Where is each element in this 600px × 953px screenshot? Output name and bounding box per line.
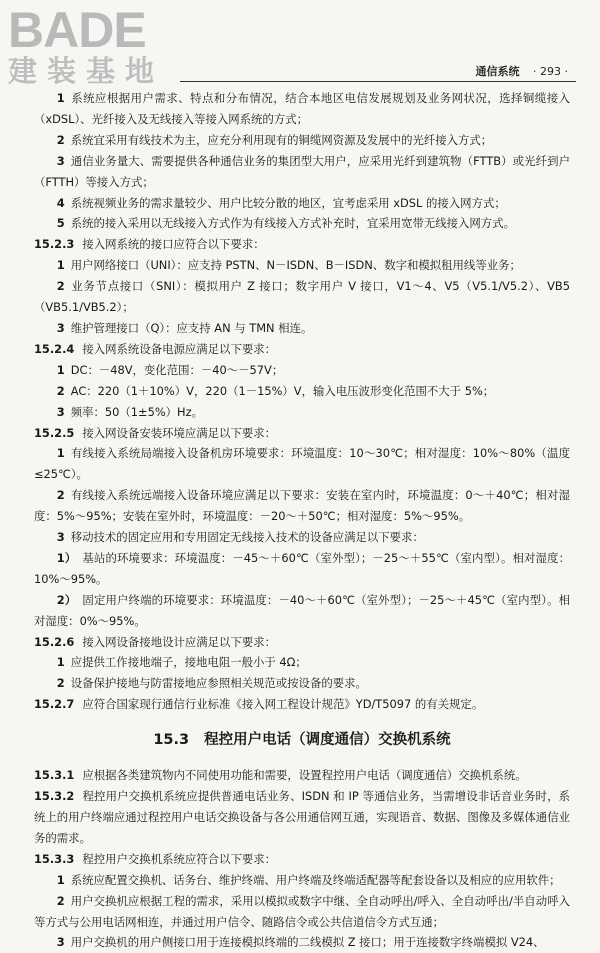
logo-subtitle: 建装基地 bbox=[8, 54, 165, 88]
item-number: 2 bbox=[56, 279, 65, 294]
item-number: 1 bbox=[56, 872, 65, 887]
list-item bbox=[34, 130, 570, 151]
list-item bbox=[34, 590, 570, 632]
section-title-text: 程控用户电话（调度通信）交换机系统 bbox=[204, 732, 451, 749]
paragraph-text: 用户网络接口（UNI）：应支持 PSTN、N－ISDN、B－ISDN、数字和模拟租用线等业务； bbox=[70, 258, 521, 273]
header-title: 通信系统 bbox=[475, 65, 520, 78]
paragraph-text: 通信业务量大、需要提供各种通信业务的集团型大用户，应采用光纤到建筑物（FTTB）或光纤到户（FTTH）等接入方式； bbox=[34, 153, 570, 189]
paragraph-text: 基站的环境要求：环境温度：－45～＋60℃（室外型）；－25～＋55℃（室内型）。相对湿度：10%～95%。 bbox=[34, 550, 570, 586]
paragraph-text: 应符合国家现行通信行业标准《接入网工程设计规范》YD/T5097 的有关规定。 bbox=[82, 697, 484, 712]
item-number: 2 bbox=[56, 132, 65, 147]
paragraph-text: 接入网设备接地设计应满足以下要求： bbox=[82, 634, 277, 649]
clause-number: 15.3.3 bbox=[34, 851, 75, 866]
item-number: 1 bbox=[56, 258, 65, 273]
list-item bbox=[34, 548, 570, 590]
list-item bbox=[34, 527, 570, 548]
page-header bbox=[0, 60, 600, 84]
section-15-3-body bbox=[34, 765, 570, 953]
clause-number: 15.3.1 bbox=[34, 768, 75, 783]
list-item bbox=[34, 276, 570, 318]
clause-paragraph bbox=[34, 849, 570, 870]
item-number: 5 bbox=[56, 216, 65, 231]
clause-paragraph bbox=[34, 234, 570, 255]
item-number: 2 bbox=[56, 893, 65, 908]
clause-number: 15.2.7 bbox=[34, 697, 75, 712]
paragraph-text: 接入网系统的接口应符合以下要求： bbox=[82, 237, 265, 252]
item-number: 3 bbox=[56, 153, 65, 168]
list-item bbox=[34, 891, 570, 933]
document-body bbox=[34, 88, 570, 953]
list-item bbox=[34, 673, 570, 694]
paragraph-text: 维护管理接口（Q）：应支持 AN 与 TMN 相连。 bbox=[70, 320, 313, 335]
item-number: 1） bbox=[56, 550, 77, 565]
clause-paragraph bbox=[34, 339, 570, 360]
clause-paragraph bbox=[34, 765, 570, 786]
header-rule bbox=[180, 81, 576, 82]
paragraph-text: 频率：50（1±5%）Hz。 bbox=[70, 404, 203, 419]
item-number: 3 bbox=[56, 530, 65, 545]
paragraph-text: 程控用户交换机系统应提供普通电话业务、ISDN 和 IP 等通信业务，当需增设非话音业务时，系统上的用户终端应通过程控用户电话交换设备与各公用通信网互通，实现语音、数据、图像及多媒体通信业务的需求。 bbox=[34, 789, 570, 845]
item-number: 1 bbox=[56, 362, 65, 377]
paragraph-text: AC：220（1＋10%）V，220（1－15%）V，输入电压波形变化范围不大于 5%； bbox=[70, 383, 495, 398]
list-item bbox=[34, 485, 570, 527]
paragraph-text: 应根据各类建筑物内不同使用功能和需要，设置程控用户电话（调度通信）交换机系统。 bbox=[82, 768, 527, 783]
item-number: 2 bbox=[56, 383, 65, 398]
item-number: 3 bbox=[56, 320, 65, 335]
paragraph-text: 业务节点接口（SNI）：模拟用户 Z 接口；数字用户 V 接口，V1～4、V5（V5.1/V5.2）、VB5（VB5.1/VB5.2）； bbox=[34, 279, 570, 315]
clause-number: 15.2.5 bbox=[34, 425, 75, 440]
paragraph-text: DC：－48V，变化范围：－40～－57V； bbox=[70, 362, 284, 377]
list-item bbox=[34, 402, 570, 423]
item-number: 3 bbox=[56, 404, 65, 419]
section-15-2-continued bbox=[34, 88, 570, 715]
clause-number: 15.2.4 bbox=[34, 341, 75, 356]
paragraph-text: 固定用户终端的环境要求：环境温度：－40～＋60℃（室外型）；－25～＋45℃（室内型）。相对湿度：0%～95%。 bbox=[34, 592, 570, 628]
paragraph-text: 有线接入系统局端接入设备机房环境要求：环境温度：10～30℃；相对湿度：10%～80%（温度≤25℃）。 bbox=[34, 446, 570, 482]
clause-paragraph bbox=[34, 786, 570, 849]
page-number: · 293 · bbox=[533, 65, 568, 78]
paragraph-text: 系统应配置交换机、话务台、维护终端、用户终端及终端适配器等配套设备以及相应的应用软件； bbox=[70, 872, 561, 887]
list-item bbox=[34, 193, 570, 214]
item-number: 2） bbox=[56, 592, 77, 607]
list-item bbox=[34, 870, 570, 891]
list-item bbox=[34, 360, 570, 381]
paragraph-text: 系统宜采用有线技术为主，应充分利用现有的铜缆网资源及发展中的光纤接入方式； bbox=[70, 132, 493, 147]
paragraph-text: 系统的接入采用以无线接入方式作为有线接入方式补充时，宜采用宽带无线接入网方式。 bbox=[70, 216, 515, 231]
paragraph-text: 程控用户交换机系统应符合以下要求： bbox=[82, 851, 277, 866]
clause-number: 15.3.2 bbox=[34, 789, 75, 804]
item-number: 3 bbox=[56, 935, 65, 950]
list-item bbox=[34, 213, 570, 234]
running-header bbox=[476, 63, 568, 79]
section-heading bbox=[34, 729, 570, 751]
clause-paragraph bbox=[34, 423, 570, 444]
paragraph-text: 设备保护接地与防雷接地应参照相关规范或按设备的要求。 bbox=[70, 676, 367, 691]
paragraph-text: 有线接入系统远端接入设备环境应满足以下要求：安装在室内时，环境温度：0～＋40℃；相对湿度：5%～95%；安装在室外时，环境温度：－20～＋50℃；相对湿度：5%～95%。 bbox=[34, 488, 570, 524]
paragraph-text: 接入网设备安装环境应满足以下要求： bbox=[82, 425, 277, 440]
paragraph-text: 接入网系统设备电源应满足以下要求： bbox=[82, 341, 277, 356]
list-item bbox=[34, 652, 570, 673]
paragraph-text: 系统应根据用户需求、特点和分布情况，结合本地区电信发展规划及业务网状况，选择铜缆接入（xDSL）、光纤接入及无线接入等接入网系统的方式； bbox=[34, 91, 570, 126]
item-number: 2 bbox=[56, 488, 65, 503]
item-number: 2 bbox=[56, 676, 65, 691]
list-item bbox=[34, 443, 570, 485]
list-item bbox=[34, 88, 570, 130]
paragraph-text: 用户交换机应根据工程的需求，采用以模拟或数字中继、全自动呼出/呼入、全自动呼出/半自动呼入等方式与公用电话网相连，并通过用户信令、随路信令或公共信道信令方式互通； bbox=[34, 893, 570, 929]
clause-number: 15.2.6 bbox=[34, 634, 75, 649]
clause-paragraph bbox=[34, 632, 570, 653]
item-number: 1 bbox=[56, 446, 65, 461]
list-item bbox=[34, 318, 570, 339]
clause-number: 15.2.3 bbox=[34, 237, 75, 252]
clause-paragraph bbox=[34, 694, 570, 715]
paragraph-text: 移动技术的固定应用和专用固定无线接入技术的设备应满足以下要求： bbox=[70, 530, 424, 545]
list-item bbox=[34, 932, 570, 953]
item-number: 4 bbox=[56, 195, 65, 210]
paragraph-text: 用户交换机的用户侧接口用于连接模拟终端的二线模拟 Z 接口；用于连接数字终端模拟 V24、 bbox=[70, 935, 545, 950]
list-item bbox=[34, 151, 570, 193]
paragraph-text: 系统视频业务的需求量较少、用户比较分散的地区，宜考虑采用 xDSL 的接入网方式； bbox=[70, 195, 506, 210]
item-number: 1 bbox=[56, 655, 65, 670]
item-number: 1 bbox=[56, 91, 65, 105]
list-item bbox=[34, 381, 570, 402]
section-number: 15.3 bbox=[153, 732, 190, 749]
list-item bbox=[34, 255, 570, 276]
paragraph-text: 应提供工作接地端子，接地电阻一般小于 4Ω； bbox=[70, 655, 307, 670]
logo-wordmark: BADE bbox=[8, 2, 146, 58]
